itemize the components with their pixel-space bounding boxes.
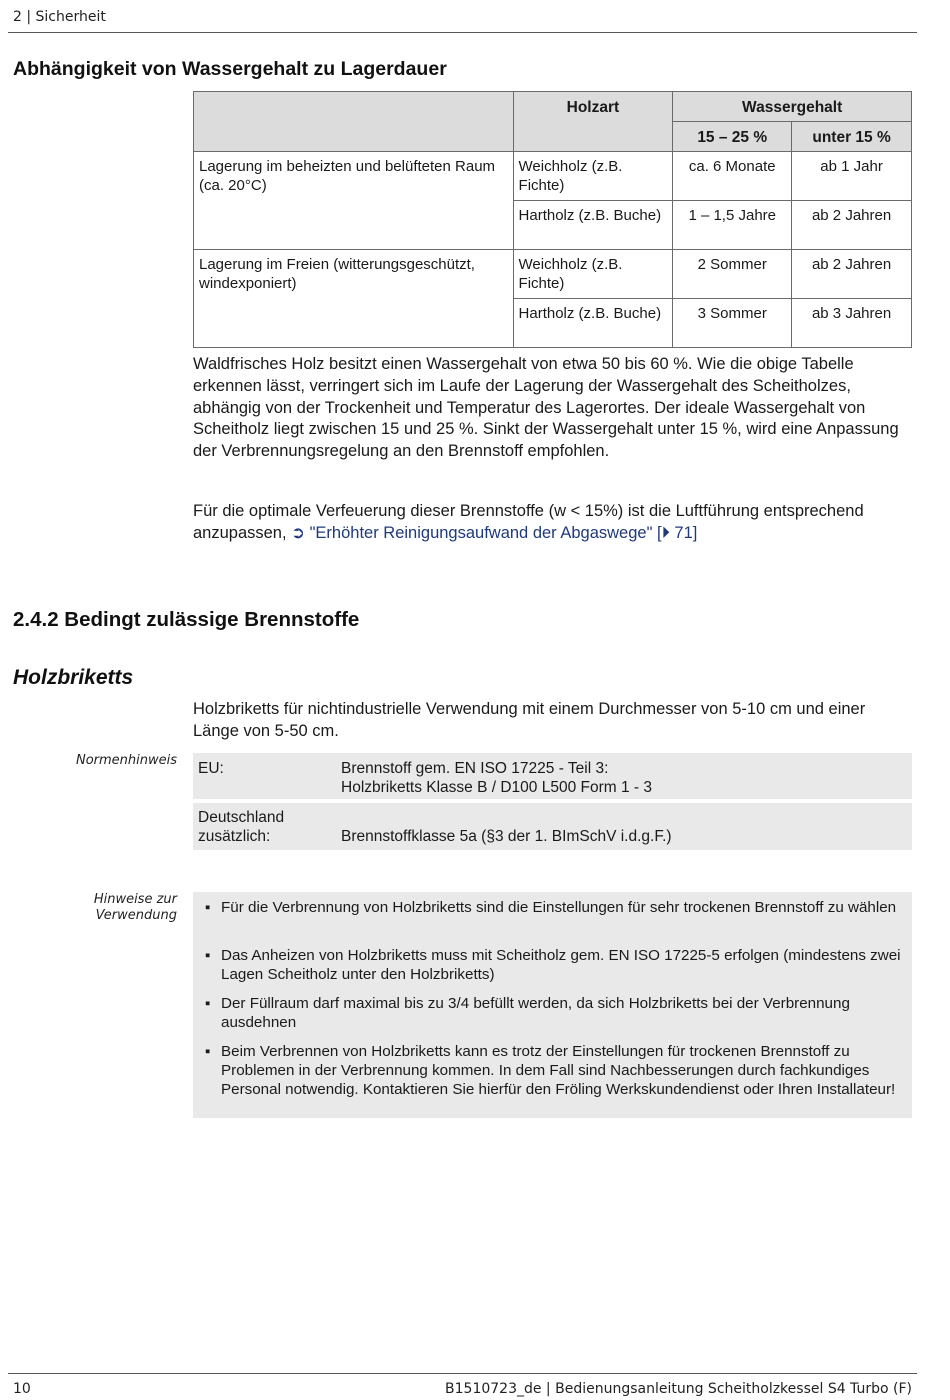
list-item — [205, 1042, 895, 1118]
cell-wassergehalt-unter-15: ab 2 Jahren — [792, 201, 912, 250]
cross-reference-link[interactable]: ➲ "Erhöhter Reinigungsaufwand der Abgaswege" [⏵ 71] — [291, 523, 698, 542]
cell-holzart: Weichholz (z.B. Fichte) — [513, 250, 673, 299]
list-item-text: Der Füllraum darf maximal bis zu 3/4 befüllt werden, da sich Holzbriketts bei der Verbrennung ausdehnen — [221, 995, 850, 1031]
paragraph-waldfrisch: Waldfrisches Holz besitzt einen Wassergehalt von etwa 50 bis 60 %. Wie die obige Tabelle erkennen lässt, verringert sich im Laufe der Lagerung der Wassergehalt des Scheitholzes, abhängig von der Trockenheit und Temperatur des Lagerortes. Der ideale Wassergehalt von Scheitholz liegt zwischen 15 und 25 %. Sinkt der Wassergehalt unter 15 %, wird eine Anpassung der Verbrennungsregelung an den Brennstoff empfohlen. — [193, 355, 899, 461]
cell-lagerort: Lagerung im beheizten und belüfteten Raum (ca. 20°C) — [194, 152, 514, 201]
section-title-brennstoffe: 2.4.2 Bedingt zulässige Brennstoffe — [13, 608, 360, 631]
cell-holzart: Hartholz (z.B. Buche) — [513, 299, 673, 348]
sidenote-hinweise-line1: Hinweise zur — [93, 892, 177, 907]
page-header — [8, 0, 917, 33]
norm-row-deutschland — [193, 803, 912, 850]
bullet-square-icon: ▪ — [205, 995, 211, 1012]
sidenote-normenhinweis: Normenhinweis — [75, 753, 177, 768]
lagerdauer-table — [193, 91, 912, 348]
cell-holzart: Weichholz (z.B. Fichte) — [513, 152, 673, 201]
sidenote-hinweise-verwendung — [94, 892, 177, 924]
norm-key-deutschland-line1: Deutschland — [198, 809, 285, 826]
cell-wassergehalt-15-25: ca. 6 Monate — [673, 152, 792, 201]
header-chapter: 2 | Sicherheit — [13, 9, 106, 25]
bullet-square-icon: ▪ — [205, 1043, 211, 1060]
hinweise-box — [193, 892, 912, 1118]
list-item-text: Beim Verbrennen von Holzbriketts kann es trotz der Einstellungen für trockenen Brennstoff zu Problemen in der Verbrennung kommen. In dem Fall sind Nachbesserungen durch fachkundiges Personal notwendig. Kontaktieren Sie hierfür den Fröling Werkskundendienst oder Ihren Installateur! — [221, 1043, 896, 1098]
cell-lagerort — [194, 201, 514, 250]
bullet-square-icon: ▪ — [205, 947, 211, 964]
list-item — [205, 946, 901, 986]
table-row — [194, 250, 912, 299]
paragraph-luftfuehrung-text: Für die optimale Verfeuerung dieser Brennstoffe (w < 15%) ist die Luftführung entsprechend anzupassen, — [193, 502, 864, 542]
subsection-title-holzbriketts: Holzbriketts — [13, 666, 134, 689]
header-cell-empty — [194, 92, 514, 152]
list-item — [205, 994, 895, 1034]
cell-wassergehalt-unter-15: ab 3 Jahren — [792, 299, 912, 348]
section-title-lagerdauer: Abhängigkeit von Wassergehalt zu Lagerdauer — [13, 58, 447, 80]
cell-wassergehalt-unter-15: ab 1 Jahr — [792, 152, 912, 201]
cell-lagerort — [194, 299, 514, 348]
footer-document-title: B1510723_de | Bedienungsanleitung Scheitholzkessel S4 Turbo (F) — [445, 1381, 912, 1397]
list-item-text: Das Anheizen von Holzbriketts muss mit Scheitholz gem. EN ISO 17225-5 erfolgen (mindestens zwei Lagen Scheitholz unter den Holzbriketts) — [221, 947, 901, 983]
cell-wassergehalt-unter-15: ab 2 Jahren — [792, 250, 912, 299]
norm-key-deutschland-line2: zusätzlich: — [198, 828, 271, 845]
bullet-square-icon: ▪ — [205, 899, 211, 916]
table-row — [194, 201, 912, 250]
cell-wassergehalt-15-25: 3 Sommer — [673, 299, 792, 348]
list-item — [205, 898, 895, 938]
table-row — [194, 299, 912, 348]
norm-value-eu-line1: Brennstoff gem. EN ISO 17225 - Teil 3: — [341, 760, 609, 777]
cell-holzart: Hartholz (z.B. Buche) — [513, 201, 673, 250]
footer-page-number: 10 — [13, 1381, 31, 1397]
subheader-cell-15-25: 15 – 25 % — [673, 122, 792, 152]
list-item-text: Für die Verbrennung von Holzbriketts sind die Einstellungen für sehr trockenen Brennstoff zu wählen — [221, 899, 897, 916]
table-row — [194, 152, 912, 201]
norm-row-eu — [193, 753, 912, 799]
header-cell-wassergehalt: Wassergehalt — [673, 92, 912, 122]
norm-key-eu: EU: — [198, 760, 224, 777]
sidenote-hinweise-line2: Verwendung — [95, 908, 177, 923]
cell-lagerort: Lagerung im Freien (witterungsgeschützt, windexponiert) — [194, 250, 514, 299]
paragraph-holzbriketts-intro: Holzbriketts für nichtindustrielle Verwendung mit einem Durchmesser von 5-10 cm und einer Länge von 5-50 cm. — [193, 700, 866, 740]
table-header-row — [194, 92, 912, 122]
paragraph-luftfuehrung — [193, 501, 908, 545]
cell-wassergehalt-15-25: 2 Sommer — [673, 250, 792, 299]
norm-value-deutschland: Brennstoffklasse 5a (§3 der 1. BImSchV i.d.g.F.) — [341, 828, 672, 845]
cell-wassergehalt-15-25: 1 – 1,5 Jahre — [673, 201, 792, 250]
footer-divider — [8, 1373, 917, 1374]
header-cell-holzart: Holzart — [513, 92, 673, 152]
subheader-cell-unter-15: unter 15 % — [792, 122, 912, 152]
norm-value-eu-line2: Holzbriketts Klasse B / D100 L500 Form 1 - 3 — [341, 779, 652, 796]
